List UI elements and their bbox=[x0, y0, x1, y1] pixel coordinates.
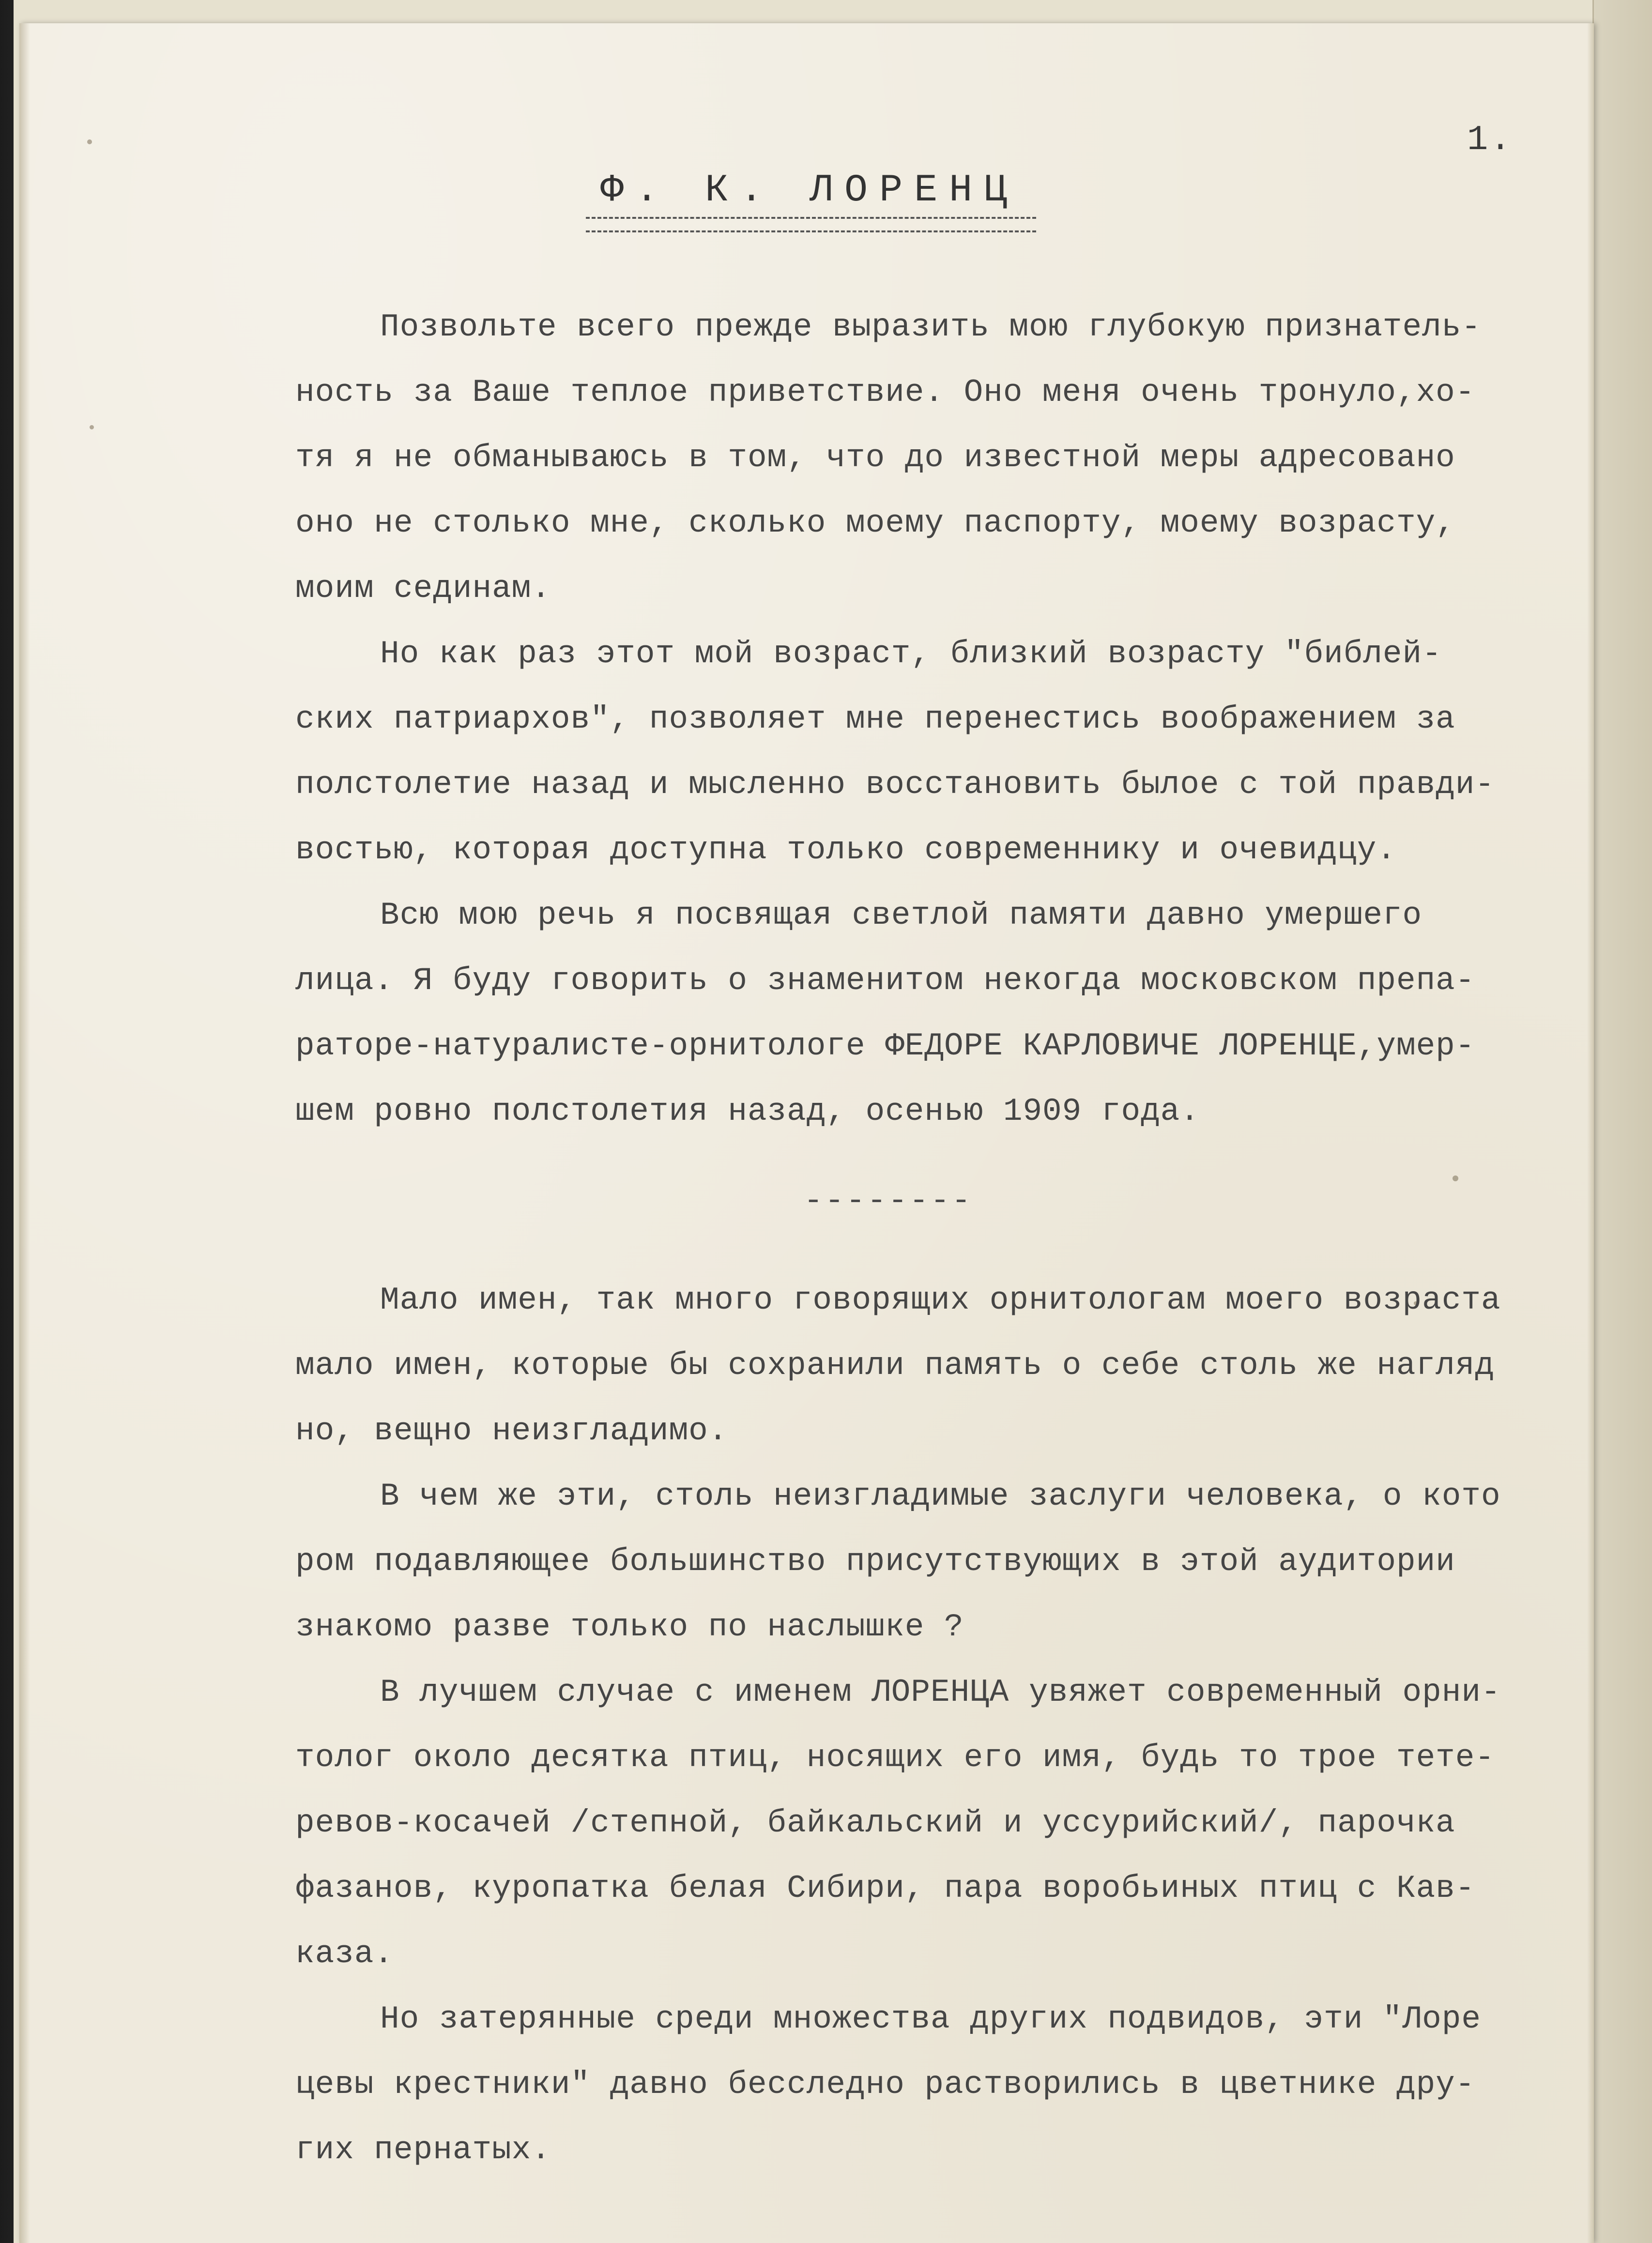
text-line: фазанов, куропатка белая Сибири, пара воробьиных птиц с Кав- bbox=[295, 1870, 1475, 1907]
text-line: ром подавляющее большинство присутствующих в этой аудитории bbox=[295, 1543, 1455, 1580]
text-line: раторе-натуралисте-орнитологе ФЕДОРЕ КАРЛОВИЧЕ ЛОРЕНЦЕ,умер- bbox=[295, 1028, 1475, 1064]
paper-shadow bbox=[19, 23, 30, 2243]
text-line: тя я не обманываюсь в том, что до известной меры адресовано bbox=[295, 440, 1455, 476]
text-line: востью, которая доступна только современнику и очевидцу. bbox=[295, 832, 1396, 868]
text-line: каза. bbox=[295, 1936, 394, 1972]
text-line: Но как раз этот мой возраст, близкий возрасту "библей- bbox=[380, 636, 1442, 672]
text-line: Позвольте всего прежде выразить мою глубокую признатель- bbox=[380, 309, 1481, 345]
paper-speck bbox=[1453, 1175, 1458, 1181]
text-line: Но затерянные среди множества других подвидов, эти "Лоре bbox=[380, 2001, 1481, 2037]
section-separator: -------- bbox=[804, 1183, 973, 1219]
text-line: В лучшем случае с именем ЛОРЕНЦА увяжет современный орни- bbox=[380, 1674, 1501, 1710]
text-line: ревов-косачей /степной, байкальский и уссурийский/, парочка bbox=[295, 1805, 1455, 1841]
text-line: моим сединам. bbox=[295, 570, 551, 607]
text-line: толог около десятка птиц, носящих его имя, будь то трое тете- bbox=[295, 1739, 1495, 1776]
text-line: цевы крестники" давно бесследно растворились в цветнике дру- bbox=[295, 2066, 1475, 2103]
text-line: знакомо разве только по наслышке ? bbox=[295, 1609, 964, 1645]
text-line: мало имен, которые бы сохранили память о себе столь же нагляд bbox=[295, 1347, 1495, 1384]
text-line: ность за Ваше теплое приветствие. Оно меня очень тронуло,хо- bbox=[295, 374, 1475, 411]
page-number: 1. bbox=[1467, 120, 1513, 160]
title-underline bbox=[586, 217, 1036, 232]
text-line: лица. Я буду говорить о знаменитом некогда московском препа- bbox=[295, 962, 1475, 999]
paper-speck bbox=[90, 425, 94, 429]
text-line: полстолетие назад и мысленно восстановить былое с той правди- bbox=[295, 766, 1495, 803]
typewritten-page bbox=[19, 23, 1594, 2243]
text-line: шем ровно полстолетия назад, осенью 1909 года. bbox=[295, 1093, 1200, 1129]
text-line: Мало имен, так много говорящих орнитологам моего возраста bbox=[380, 1282, 1501, 1318]
paragraph-block-1 bbox=[295, 294, 1598, 1144]
text-line: гих пернатых. bbox=[295, 2132, 551, 2168]
text-line: но, вещно неизгладимо. bbox=[295, 1413, 728, 1449]
page-title: Ф. К. ЛОРЕНЦ bbox=[600, 168, 1019, 213]
paragraph-block-2 bbox=[295, 1267, 1603, 2182]
text-line: Всю мою речь я посвящая светлой памяти давно умершего bbox=[380, 897, 1423, 933]
text-line: ских патриархов", позволяет мне перенестись воображением за bbox=[295, 701, 1455, 737]
paper-speck bbox=[87, 139, 92, 144]
text-line: оно не столько мне, сколько моему паспорту, моему возрасту, bbox=[295, 505, 1455, 541]
text-line: В чем же эти, столь неизгладимые заслуги человека, о кото bbox=[380, 1478, 1501, 1514]
